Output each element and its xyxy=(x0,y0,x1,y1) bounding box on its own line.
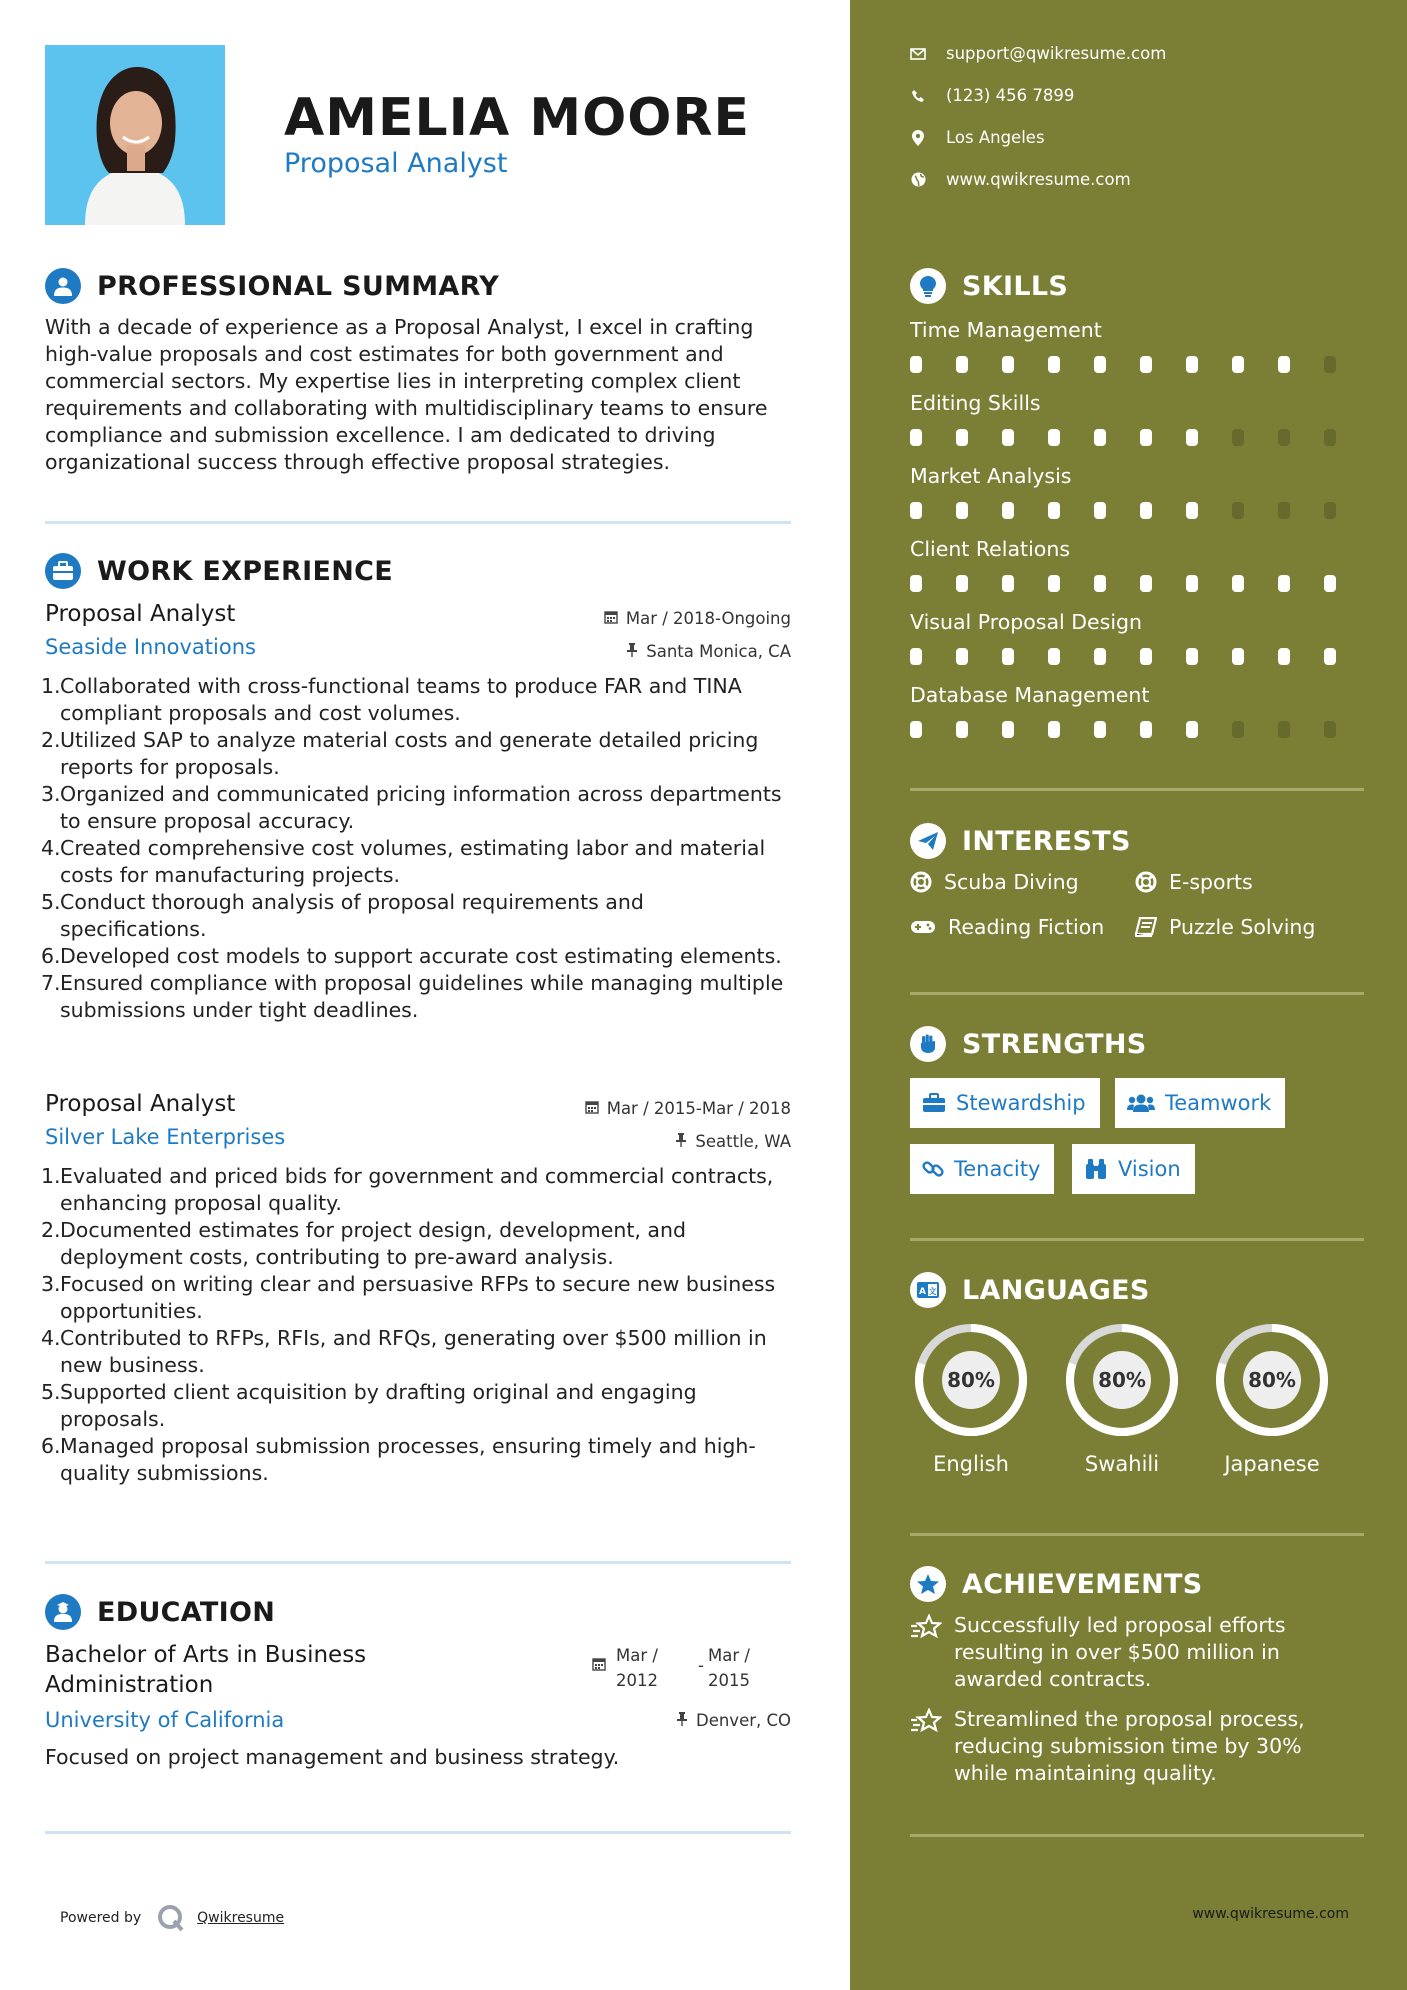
rating-dot-filled xyxy=(910,648,922,665)
qwikresume-link[interactable]: Qwikresume xyxy=(197,1910,285,1926)
skills-heading xyxy=(910,268,1068,304)
rating-dot-filled xyxy=(1140,648,1152,665)
calendar-icon xyxy=(585,1100,599,1118)
summary-title: PROFESSIONAL SUMMARY xyxy=(97,270,500,302)
divider xyxy=(910,788,1364,791)
education-title: EDUCATION xyxy=(97,1596,276,1628)
skill-name: Time Management xyxy=(910,318,1102,342)
divider xyxy=(45,521,791,524)
list-item: 7. Ensured compliance with proposal guidelines while managing multiple submissions under tight deadlines. xyxy=(41,971,784,1022)
calendar-icon xyxy=(592,1656,606,1675)
phone-icon xyxy=(910,89,926,103)
rating-dot-filled xyxy=(1140,721,1152,738)
rating-dot-empty xyxy=(1278,502,1290,519)
job-duties xyxy=(41,673,791,1024)
language-percent: 80% xyxy=(1098,1368,1146,1392)
rating-dot-filled xyxy=(1002,502,1014,519)
strengths-heading xyxy=(910,1026,1147,1062)
rating-dot-filled xyxy=(910,721,922,738)
rating-dot-filled xyxy=(1186,721,1198,738)
skill-name: Database Management xyxy=(910,683,1150,707)
divider xyxy=(910,992,1364,995)
language-item xyxy=(1210,1318,1334,1476)
rating-dot-filled xyxy=(910,429,922,446)
contact-website[interactable]: www.qwikresume.com xyxy=(910,170,1131,189)
user-icon xyxy=(45,268,81,304)
graduate-icon xyxy=(45,1594,81,1630)
rating-dot-filled xyxy=(1278,575,1290,592)
summary-text: With a decade of experience as a Proposal Analyst, I excel in crafting high-value proposals and cost estimates for both government and commercial sectors. My expertise lies in interpreting complex client requirements and collaborating with multidisciplinary teams to ensure compliance and submission excellence. I am dedicated to driving organizational success through effective proposal strategies. xyxy=(45,315,768,474)
map-marker-icon xyxy=(910,130,926,146)
rating-dot-filled xyxy=(956,429,968,446)
envelope-icon xyxy=(910,48,926,60)
interest-item: Puzzle Solving xyxy=(1135,915,1315,939)
skill-row xyxy=(910,318,1370,373)
rating-dot-filled xyxy=(1232,575,1244,592)
users-icon xyxy=(1127,1093,1155,1113)
language-name: Japanese xyxy=(1224,1452,1320,1476)
interests-title: INTERESTS xyxy=(962,825,1131,857)
briefcase-icon xyxy=(922,1093,946,1113)
shooting-star-icon xyxy=(910,1708,942,1734)
skill-name: Editing Skills xyxy=(910,391,1041,415)
briefcase-icon xyxy=(45,553,81,589)
rating-dot-empty xyxy=(1232,502,1244,519)
rating-dot-filled xyxy=(956,648,968,665)
language-icon xyxy=(910,1272,946,1308)
paper-plane-icon xyxy=(910,823,946,859)
job-title: Proposal Analyst xyxy=(45,1091,236,1117)
experience-title: WORK EXPERIENCE xyxy=(97,555,393,587)
skill-rating xyxy=(910,575,1370,592)
rating-dot-filled xyxy=(1048,648,1060,665)
rating-dot-filled xyxy=(1002,721,1014,738)
list-item: 6. Managed proposal submission processes, ensuring timely and high-quality submissions. xyxy=(41,1434,756,1485)
contact-location: Los Angeles xyxy=(910,128,1045,147)
rating-dot-filled xyxy=(1094,575,1106,592)
skill-name: Market Analysis xyxy=(910,464,1072,488)
list-item: 2. Documented estimates for project design, development, and deployment costs, contributing to pre-award analysis. xyxy=(41,1218,686,1269)
rating-dot-filled xyxy=(1094,356,1106,373)
education-note: Focused on project management and business strategy. xyxy=(45,1745,620,1769)
rating-dot-filled xyxy=(1094,429,1106,446)
strength-badge: Teamwork xyxy=(1115,1078,1285,1128)
rating-dot-filled xyxy=(1094,502,1106,519)
rating-dot-filled xyxy=(1002,356,1014,373)
rating-dot-empty xyxy=(1324,429,1336,446)
rating-dot-filled xyxy=(1278,356,1290,373)
job-company: Seaside Innovations xyxy=(45,635,256,659)
pin-icon xyxy=(675,1133,687,1151)
rating-dot-filled xyxy=(1232,356,1244,373)
summary-heading xyxy=(45,268,499,304)
strength-badge: Vision xyxy=(1072,1144,1195,1194)
svg-text:文: 文 xyxy=(928,1287,937,1296)
sidebar xyxy=(850,0,1407,1990)
job-dates: Mar / 2015-Mar / 2018 xyxy=(585,1099,791,1118)
divider xyxy=(45,1561,791,1564)
gamepad-icon xyxy=(910,919,936,935)
shooting-star-icon xyxy=(910,1614,942,1640)
rating-dot-filled xyxy=(1324,648,1336,665)
link-icon xyxy=(922,1158,944,1180)
divider xyxy=(910,1533,1364,1536)
rating-dot-filled xyxy=(1048,502,1060,519)
skill-name: Visual Proposal Design xyxy=(910,610,1143,634)
skill-row xyxy=(910,464,1370,519)
list-item: 5. Conduct thorough analysis of proposal requirements and specifications. xyxy=(41,890,644,941)
rating-dot-filled xyxy=(1278,648,1290,665)
interest-item: Reading Fiction xyxy=(910,915,1104,939)
language-ring xyxy=(1060,1318,1184,1442)
date-separator: - xyxy=(698,1656,704,1675)
rating-dot-filled xyxy=(1186,429,1198,446)
star-badge-icon xyxy=(910,1566,946,1602)
rating-dot-empty xyxy=(1232,721,1244,738)
life-ring-icon xyxy=(1135,871,1157,893)
contact-phone: (123) 456 7899 xyxy=(910,86,1074,105)
rating-dot-filled xyxy=(1002,429,1014,446)
language-ring xyxy=(909,1318,1033,1442)
rating-dot-filled xyxy=(1140,356,1152,373)
profile-photo xyxy=(45,45,225,225)
language-name: Swahili xyxy=(1084,1452,1160,1476)
list-item: 4. Created comprehensive cost volumes, estimating labor and material costs for manufacturing projects. xyxy=(41,836,766,887)
rating-dot-filled xyxy=(1232,648,1244,665)
list-item: 4. Contributed to RFPs, RFIs, and RFQs, generating over $500 million in new business. xyxy=(41,1326,767,1377)
skill-rating xyxy=(910,721,1370,738)
rating-dot-empty xyxy=(1324,356,1336,373)
rating-dot-empty xyxy=(1278,721,1290,738)
rating-dot-filled xyxy=(956,502,968,519)
divider xyxy=(45,1831,791,1834)
job-entry xyxy=(41,1091,791,1487)
footer-url[interactable]: www.qwikresume.com xyxy=(1192,1906,1349,1922)
job-location: Santa Monica, CA xyxy=(626,642,791,661)
rating-dot-filled xyxy=(910,575,922,592)
job-location: Seattle, WA xyxy=(675,1132,791,1151)
strength-badge: Stewardship xyxy=(910,1078,1100,1128)
candidate-title: Proposal Analyst xyxy=(284,148,508,179)
job-dates: Mar / 2018-Ongoing xyxy=(604,609,791,628)
skill-rating xyxy=(910,356,1370,373)
rating-dot-filled xyxy=(1094,721,1106,738)
rating-dot-filled xyxy=(1186,356,1198,373)
rating-dot-empty xyxy=(1232,429,1244,446)
list-item: 2. Utilized SAP to analyze material costs and generate detailed pricing reports for proposals. xyxy=(41,728,759,779)
rating-dot-filled xyxy=(956,721,968,738)
rating-dot-filled xyxy=(1048,575,1060,592)
interest-item: E-sports xyxy=(1135,870,1253,894)
language-name: English xyxy=(933,1452,1009,1476)
rating-dot-filled xyxy=(1324,575,1336,592)
skill-row xyxy=(910,610,1370,665)
language-item xyxy=(1060,1318,1184,1476)
rating-dot-filled xyxy=(956,356,968,373)
rating-dot-filled xyxy=(1186,502,1198,519)
skill-row xyxy=(910,537,1370,592)
rating-dot-filled xyxy=(910,356,922,373)
divider xyxy=(910,1238,1364,1241)
rating-dot-empty xyxy=(1324,502,1336,519)
languages-title: LANGUAGES xyxy=(962,1274,1150,1306)
candidate-name: AMELIA MOORE xyxy=(284,88,751,148)
rating-dot-filled xyxy=(1048,356,1060,373)
list-item: 6. Developed cost models to support accurate cost estimating elements. xyxy=(41,944,782,968)
rating-dot-filled xyxy=(956,575,968,592)
rating-dot-filled xyxy=(910,502,922,519)
pin-icon xyxy=(626,643,638,661)
fist-icon xyxy=(910,1026,946,1062)
skill-rating xyxy=(910,648,1370,665)
rating-dot-filled xyxy=(1002,648,1014,665)
rating-dot-filled xyxy=(1186,648,1198,665)
divider xyxy=(910,1834,1364,1837)
book-icon xyxy=(1135,917,1157,937)
achievement-item: Streamlined the proposal process, reducing submission time by 30% while maintaining quality. xyxy=(910,1706,1350,1787)
rating-dot-filled xyxy=(1048,429,1060,446)
language-item xyxy=(909,1318,1033,1476)
calendar-icon xyxy=(604,610,618,628)
binoculars-icon xyxy=(1084,1158,1108,1180)
pin-icon xyxy=(676,1712,688,1730)
education-start-date: Mar / 2012 xyxy=(616,1646,658,1690)
rating-dot-filled xyxy=(1140,429,1152,446)
school-name: University of California xyxy=(45,1708,285,1732)
skill-name: Client Relations xyxy=(910,537,1071,561)
job-entry xyxy=(41,601,791,1024)
interest-item: Scuba Diving xyxy=(910,870,1079,894)
language-ring xyxy=(1210,1318,1334,1442)
job-company: Silver Lake Enterprises xyxy=(45,1125,286,1149)
job-duties xyxy=(41,1163,791,1487)
rating-dot-filled xyxy=(1094,648,1106,665)
rating-dot-filled xyxy=(1002,575,1014,592)
education-location: Denver, CO xyxy=(676,1711,791,1730)
language-percent: 80% xyxy=(947,1368,995,1392)
life-ring-icon xyxy=(910,871,932,893)
rating-dot-empty xyxy=(1278,429,1290,446)
skill-rating xyxy=(910,429,1370,446)
strengths-title: STRENGTHS xyxy=(962,1028,1147,1060)
rating-dot-filled xyxy=(1186,575,1198,592)
language-percent: 80% xyxy=(1248,1368,1296,1392)
rating-dot-filled xyxy=(1048,721,1060,738)
svg-text:A: A xyxy=(919,1287,926,1297)
globe-icon xyxy=(910,172,926,187)
list-item: 1. Evaluated and priced bids for government and commercial contracts, enhancing proposal quality. xyxy=(41,1164,774,1215)
achievement-item: Successfully led proposal efforts resulting in over $500 million in awarded contracts. xyxy=(910,1612,1350,1693)
languages-heading xyxy=(910,1272,1150,1308)
skill-row xyxy=(910,391,1370,446)
list-item: 3. Organized and communicated pricing information across departments to ensure proposal accuracy. xyxy=(41,782,782,833)
list-item: 5. Supported client acquisition by drafting original and engaging proposals. xyxy=(41,1380,697,1431)
qwikresume-logo-icon xyxy=(157,1904,185,1932)
education-heading xyxy=(45,1594,275,1630)
strength-badge: Tenacity xyxy=(910,1144,1054,1194)
degree: Bachelor of Arts in Business Administration xyxy=(45,1642,367,1698)
experience-heading xyxy=(45,553,393,589)
achievements-heading xyxy=(910,1566,1203,1602)
rating-dot-filled xyxy=(1140,502,1152,519)
job-title: Proposal Analyst xyxy=(45,601,236,627)
education-end-date: Mar / 2015 xyxy=(708,1646,750,1690)
achievements-title: ACHIEVEMENTS xyxy=(962,1568,1203,1600)
skill-row xyxy=(910,683,1370,738)
powered-by: Powered by Qwikresume xyxy=(60,1904,284,1932)
list-item: 1. Collaborated with cross-functional teams to produce FAR and TINA compliant proposals and cost volumes. xyxy=(41,674,742,725)
skills-title: SKILLS xyxy=(962,270,1069,302)
interests-heading xyxy=(910,823,1131,859)
contact-email[interactable]: support@qwikresume.com xyxy=(910,44,1166,63)
rating-dot-empty xyxy=(1324,721,1336,738)
skill-rating xyxy=(910,502,1370,519)
list-item: 3. Focused on writing clear and persuasive RFPs to secure new business opportunities. xyxy=(41,1272,776,1323)
rating-dot-filled xyxy=(1140,575,1152,592)
lightbulb-icon xyxy=(910,268,946,304)
